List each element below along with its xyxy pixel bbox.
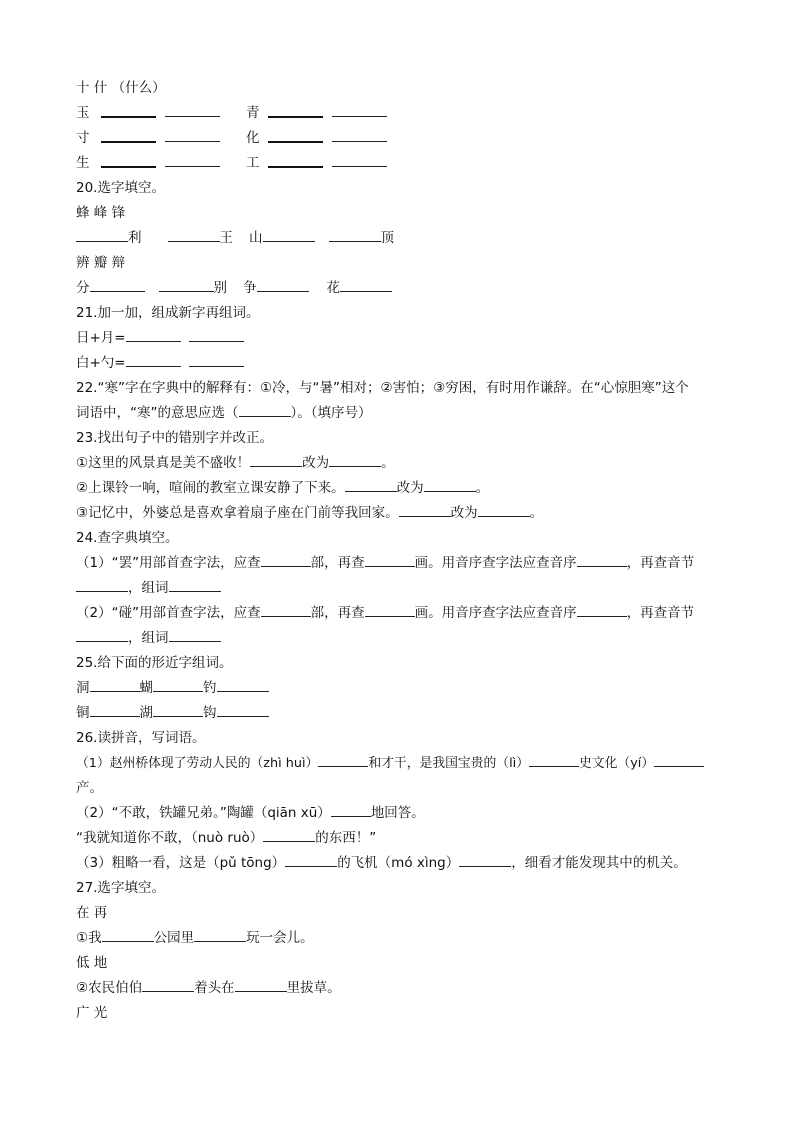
q20-choices-1: 蜂 峰 锋 xyxy=(76,205,126,221)
q25-r1-char1: 洞 xyxy=(76,680,90,696)
q26-l4-a: （3）粗略一看，这是（pǔ tōng） xyxy=(76,855,286,871)
q20-l2-blank3[interactable] xyxy=(257,279,309,292)
q20-l2-word-d: 花 xyxy=(326,280,340,296)
q20-l1-blank4[interactable] xyxy=(329,229,381,242)
q24-item1-blank2[interactable] xyxy=(365,554,415,567)
q23-item1 xyxy=(76,454,395,472)
q26-l3-blank1[interactable] xyxy=(263,829,315,842)
q26-l3-a: “我就知道你不敢，（nuò ruò） xyxy=(76,830,264,846)
q25-r2-char2: 湖 xyxy=(139,705,153,721)
q23-item3-end: 。 xyxy=(529,505,544,521)
q20-l2-blank1[interactable] xyxy=(90,279,145,292)
q22-line1: 22.“寒”字在字典中的解释有：①冷，与“暑”相对；②害怕；③穷困，有时用作谦辞。在“心惊胆寒”这个 xyxy=(76,380,689,396)
q19-row3-blank1[interactable] xyxy=(101,154,156,168)
q27-s2-blank1[interactable] xyxy=(142,979,194,992)
q27-s1-a: ①我 xyxy=(76,930,102,946)
q24-item2-blank3[interactable] xyxy=(577,604,627,617)
q26-line3 xyxy=(76,829,376,847)
q23-item2-text: ②上课铃一响，喧闹的教室立课安静了下来。 xyxy=(76,480,345,496)
q24-title: 24.查字典填空。 xyxy=(76,530,179,546)
q20-l1-blank3[interactable] xyxy=(263,229,315,242)
q19-row1-left-char: 玉 xyxy=(76,105,90,121)
q24-item2-blank2[interactable] xyxy=(365,604,415,617)
q26-l4-c: ，细看才能发现其中的机关。 xyxy=(511,855,687,871)
q26-l4-blank1[interactable] xyxy=(285,854,337,867)
q19-row3-blank3[interactable] xyxy=(268,154,323,168)
q20-l1-blank2[interactable] xyxy=(168,229,220,242)
q19-row2-blank3[interactable] xyxy=(268,129,323,143)
q25-r2-char1: 铜 xyxy=(76,705,90,721)
q23-item2-blank1[interactable] xyxy=(345,479,397,492)
q27-s1-blank2[interactable] xyxy=(194,929,246,942)
q24-item2-blank5[interactable] xyxy=(169,629,221,642)
q24-item2-b: 部，再查 xyxy=(310,605,365,621)
q25-r2-blank1[interactable] xyxy=(90,704,140,717)
q24-item1-b: 部，再查 xyxy=(310,555,365,571)
q21-row2-blank2[interactable] xyxy=(189,354,244,367)
q22-line2-b: ）。（填序号） xyxy=(290,405,372,421)
q23-item1-blank1[interactable] xyxy=(250,454,302,467)
q27-sentence2 xyxy=(76,979,341,997)
q26-l1-a: （1）赵州桥体现了劳动人民的（zhì huì） xyxy=(76,756,319,771)
q24-item2-line1 xyxy=(76,604,694,622)
q25-title: 25.给下面的形近字组词。 xyxy=(76,655,233,671)
q24-item2-d: ，再查音节 xyxy=(626,605,695,621)
q20-l2-word-a: 分 xyxy=(76,280,90,296)
q25-r2-char3: 钩 xyxy=(203,705,217,721)
q23-item2-mid: 改为 xyxy=(396,480,424,496)
q25-r2-blank3[interactable] xyxy=(217,704,269,717)
q24-item2-c: 画。用音序查字法应查音序 xyxy=(414,605,577,621)
q26-l2-b: 地回答。 xyxy=(370,805,425,821)
q25-r1-blank2[interactable] xyxy=(153,679,203,692)
q20-line2 xyxy=(76,279,392,297)
q19-header: 十 什 （什么） xyxy=(76,80,166,96)
q23-item2-blank2[interactable] xyxy=(424,479,476,492)
q24-item2-blank1[interactable] xyxy=(261,604,311,617)
q25-r1-char3: 钓 xyxy=(203,680,217,696)
q23-item1-end: 。 xyxy=(381,455,395,471)
q25-r2-blank2[interactable] xyxy=(153,704,203,717)
q26-line1-end: 产。 xyxy=(76,780,103,796)
q19-row2-blank2[interactable] xyxy=(165,129,220,142)
q24-item1-line1 xyxy=(76,554,694,572)
q22-blank[interactable] xyxy=(239,404,291,417)
q27-pair1: 在 再 xyxy=(76,905,108,921)
q19-row1-blank1[interactable] xyxy=(101,104,156,118)
q24-item2-e: ，组词 xyxy=(128,630,169,646)
q21-title: 21.加一加，组成新字再组词。 xyxy=(76,305,260,321)
q20-l2-word-b: 别 xyxy=(213,280,227,296)
q27-s2-c: 里拔草。 xyxy=(286,980,341,996)
q27-s2-a: ②农民伯伯 xyxy=(76,980,143,996)
q24-item1-c: 画。用音序查字法应查音序 xyxy=(414,555,577,571)
q24-item2-line2 xyxy=(76,629,221,647)
q20-l1-word-c: 山 xyxy=(249,230,263,246)
q24-item1-blank3[interactable] xyxy=(577,554,627,567)
q27-title: 27.选字填空。 xyxy=(76,880,165,896)
q19-row1-blank3[interactable] xyxy=(268,104,323,118)
q19-row1-blank2[interactable] xyxy=(165,104,220,117)
q23-item2-end: 。 xyxy=(475,480,490,496)
q26-line1 xyxy=(76,754,704,773)
q25-row2 xyxy=(76,704,269,722)
q23-item2 xyxy=(76,479,489,497)
q27-s1-c: 玩一会儿。 xyxy=(246,930,314,946)
q19-row3-right-char: 工 xyxy=(246,155,260,171)
q21-row2 xyxy=(76,354,244,372)
q19-row2-blank4[interactable] xyxy=(332,129,387,142)
q26-l2-a: （2）“不敢，铁罐兄弟。”陶罐（qiān xū） xyxy=(76,805,331,821)
q24-item1-line2 xyxy=(76,579,221,597)
q20-line1 xyxy=(76,229,394,247)
q23-item1-blank2[interactable] xyxy=(329,454,381,467)
q25-r1-blank3[interactable] xyxy=(217,679,269,692)
q27-sentence1 xyxy=(76,929,314,947)
q23-item1-mid: 改为 xyxy=(302,455,330,471)
q20-l2-blank4[interactable] xyxy=(340,279,392,292)
q24-item1-e: ，组词 xyxy=(128,580,169,596)
q23-title: 23.找出句子中的错别字并改正。 xyxy=(76,430,273,446)
q21-row2-formula: 白+勺= xyxy=(76,355,126,371)
q20-l1-word-a: 利 xyxy=(128,230,142,246)
q19-row3-left-char: 生 xyxy=(76,155,90,171)
q19-row2-right-char: 化 xyxy=(246,130,260,146)
q19-row3-blank4[interactable] xyxy=(332,154,387,167)
q23-item3-mid: 改为 xyxy=(450,505,478,521)
q26-line4 xyxy=(76,854,687,872)
q20-l1-blank1[interactable] xyxy=(76,229,128,242)
q23-item3 xyxy=(76,504,543,522)
q24-item1-a: （1）“罢”用部首查字法，应查 xyxy=(76,555,261,571)
q27-pair3: 广 光 xyxy=(76,1005,108,1021)
q27-pair2: 低 地 xyxy=(76,955,108,971)
q27-s1-blank1[interactable] xyxy=(102,929,154,942)
q24-item1-blank4[interactable] xyxy=(76,579,128,592)
q19-row1-blank4[interactable] xyxy=(332,104,387,117)
q24-item1-d: ，再查音节 xyxy=(626,555,695,571)
q22-line2 xyxy=(76,404,372,422)
q24-item2-a: （2）“碰”用部首查字法，应查 xyxy=(76,605,261,621)
q23-item3-blank1[interactable] xyxy=(399,504,451,517)
q26-l1-blank2[interactable] xyxy=(529,754,579,767)
q19-row2-blank1[interactable] xyxy=(101,129,156,143)
q20-l2-blank2[interactable] xyxy=(159,279,214,292)
q20-l2-word-c: 争 xyxy=(243,280,257,296)
q24-item1-blank5[interactable] xyxy=(169,579,221,592)
q20-choices-2: 辨 瓣 辩 xyxy=(76,255,126,271)
q19-row2-left-char: 寸 xyxy=(76,130,90,146)
q20-l1-word-b: 王 xyxy=(219,230,233,246)
q24-item1-blank1[interactable] xyxy=(261,554,311,567)
q23-item3-text: ③记忆中，外婆总是喜欢拿着扇子座在门前等我回家。 xyxy=(76,505,399,521)
q21-row1 xyxy=(76,329,244,347)
q21-row1-blank1[interactable] xyxy=(126,329,181,342)
q26-l1-c: 史文化（yí） xyxy=(579,756,655,771)
q26-l4-blank2[interactable] xyxy=(459,854,511,867)
q26-l2-blank1[interactable] xyxy=(331,804,371,817)
q26-l4-b: 的飞机（mó xìng） xyxy=(337,855,460,871)
q20-l1-word-d: 顶 xyxy=(380,230,394,246)
q19-row1-right-char: 青 xyxy=(246,105,260,121)
q19-row3-blank2[interactable] xyxy=(165,154,220,167)
q26-l3-b: 的东西！” xyxy=(315,830,377,846)
q22-line2-a: 词语中，“寒”的意思应选（ xyxy=(76,405,239,421)
q27-s2-b: 着头在 xyxy=(194,980,235,996)
q21-row1-blank2[interactable] xyxy=(189,329,244,342)
q25-row1 xyxy=(76,679,269,697)
q21-row2-blank1[interactable] xyxy=(126,354,181,367)
q21-row1-formula: 日+月= xyxy=(76,330,126,346)
q23-item1-text: ①这里的风景真是美不盛收！ xyxy=(76,455,251,471)
q26-line2 xyxy=(76,804,425,822)
q25-r1-char2: 蝴 xyxy=(139,680,153,696)
q24-item2-blank4[interactable] xyxy=(76,629,128,642)
q26-l1-blank3[interactable] xyxy=(654,754,704,767)
q26-title: 26.读拼音，写词语。 xyxy=(76,730,206,746)
q20-title: 20.选字填空。 xyxy=(76,180,165,196)
q27-s1-b: 公园里 xyxy=(153,930,195,946)
q27-s2-blank2[interactable] xyxy=(235,979,287,992)
q23-item3-blank2[interactable] xyxy=(478,504,530,517)
q26-l1-blank1[interactable] xyxy=(318,754,368,767)
q25-r1-blank1[interactable] xyxy=(90,679,140,692)
q26-l1-b: 和才干，是我国宝贵的（lì） xyxy=(368,756,530,771)
